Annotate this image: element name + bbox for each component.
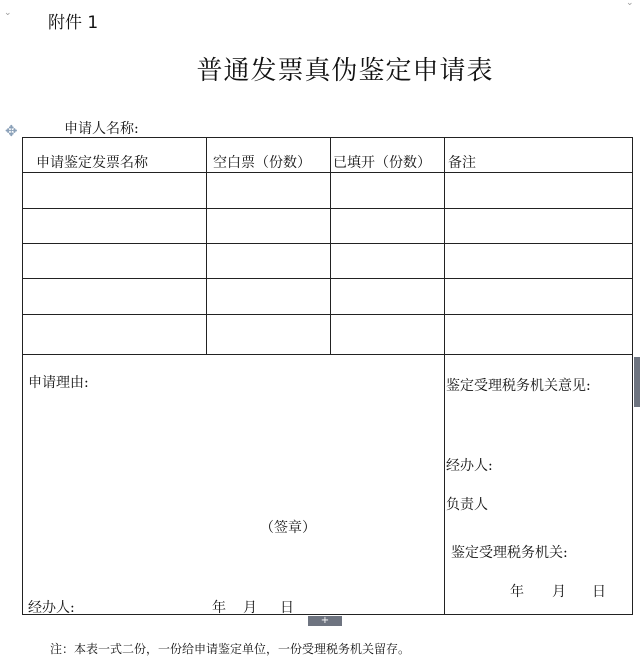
table-row [23, 209, 632, 243]
table-border-right [632, 137, 633, 615]
column-header-invoice-name: 申请鉴定发票名称 [36, 155, 148, 171]
authority-date-year: 年 [510, 584, 524, 600]
table-border-top [22, 137, 633, 138]
table-cell[interactable] [331, 244, 444, 278]
table-cell[interactable] [207, 244, 330, 278]
table-cell[interactable] [331, 173, 444, 208]
table-row [23, 244, 632, 278]
table-cell[interactable] [445, 209, 632, 243]
responsible-person-label: 负责人 [446, 497, 488, 513]
authority-date-day: 日 [592, 584, 606, 600]
table-cell[interactable] [445, 315, 632, 354]
table-cell[interactable] [207, 209, 330, 243]
reason-label: 申请理由: [28, 375, 89, 391]
table-cell[interactable] [445, 173, 632, 208]
table-cell[interactable] [23, 244, 206, 278]
table-cell[interactable] [23, 173, 206, 208]
applicant-date-year: 年 [212, 600, 226, 616]
table-row [23, 279, 632, 314]
table-cell[interactable] [207, 315, 330, 354]
applicant-date-month: 月 [243, 600, 257, 616]
table-row-divider [22, 354, 633, 355]
reason-input-area[interactable] [24, 395, 442, 505]
page-corner-mark-right: ⌄ [626, 0, 634, 8]
applicant-name-label: 申请人名称: [64, 121, 139, 137]
applicant-date-day: 日 [280, 600, 294, 616]
applicant-handler-label: 经办人: [28, 600, 75, 616]
table-resize-handle-right[interactable] [634, 357, 640, 407]
column-header-filled-count: 已填开（份数） [333, 155, 431, 171]
table-cell[interactable] [445, 244, 632, 278]
seal-label: （签章） [260, 520, 316, 536]
table-cell[interactable] [23, 209, 206, 243]
move-arrows-icon[interactable]: ✥ [5, 122, 18, 140]
attachment-label: 附件 1 [48, 13, 99, 33]
document-title: 普通发票真伪鉴定申请表 [196, 56, 494, 86]
column-header-blank-count: 空白票（份数） [213, 155, 311, 171]
table-cell[interactable] [23, 279, 206, 314]
page-corner-mark-left: ⌄ [4, 8, 12, 18]
opinion-label: 鉴定受理税务机关意见: [446, 378, 591, 394]
table-cell[interactable] [23, 315, 206, 354]
table-cell[interactable] [445, 279, 632, 314]
column-header-remarks: 备注 [448, 155, 476, 171]
table-cell[interactable] [331, 279, 444, 314]
table-cell[interactable] [207, 173, 330, 208]
table-add-row-button[interactable]: + [308, 616, 342, 626]
authority-name-label: 鉴定受理税务机关: [451, 545, 568, 561]
authority-date-month: 月 [552, 584, 566, 600]
authority-handler-label: 经办人: [446, 458, 493, 474]
footer-note: 注：本表一式二份，一份给申请鉴定单位，一份受理税务机关留存。 [50, 642, 411, 656]
table-cell[interactable] [331, 315, 444, 354]
table-cell[interactable] [331, 209, 444, 243]
table-cell[interactable] [207, 279, 330, 314]
table-row [23, 173, 632, 208]
table-row [23, 315, 632, 354]
